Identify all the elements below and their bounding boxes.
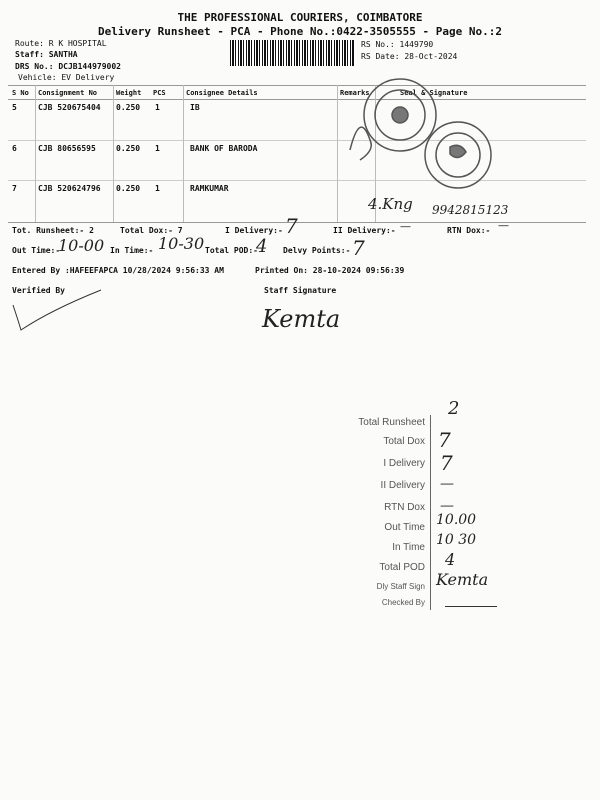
in-time-value: 10-30 xyxy=(158,234,205,253)
out-time-label: Out Time:- xyxy=(12,246,61,255)
row-consignee: RAMKUMAR xyxy=(190,184,229,193)
col-consignment: Consignment No xyxy=(38,89,98,97)
slip-label: Out Time xyxy=(384,522,425,533)
slip-value: — xyxy=(440,498,454,514)
route: Route: R K HOSPITAL xyxy=(15,39,107,48)
col-pcs: PCS xyxy=(153,89,166,97)
staff: Staff: SANTHA xyxy=(15,50,78,59)
col-sno: S No xyxy=(12,89,29,97)
i-delivery-label: I Delivery:- xyxy=(225,226,283,235)
row-weight: 0.250 xyxy=(116,103,141,112)
total-pod-value: 4 xyxy=(256,236,268,257)
verified-by: Verified By xyxy=(12,286,65,295)
slip-value: 7 xyxy=(440,451,453,475)
delvy-points-label: Delvy Points:- xyxy=(283,246,351,255)
row-pcs: 1 xyxy=(155,184,160,193)
slip-label: In Time xyxy=(392,542,425,553)
row-sno: 7 xyxy=(12,184,17,193)
slip-label: II Delivery xyxy=(380,480,425,491)
receiver-phone: 9942815123 xyxy=(432,203,509,217)
row-consignment: CJB 520675404 xyxy=(38,103,101,112)
col-remarks: Remarks xyxy=(340,89,370,97)
row-pcs: 1 xyxy=(155,144,160,153)
barcode xyxy=(230,40,355,66)
slip-label: Checked By xyxy=(381,598,425,607)
col-weight: Weight xyxy=(116,89,142,97)
rs-number: RS No.: 1449790 xyxy=(361,40,434,49)
row-sno: 6 xyxy=(12,144,17,153)
row-pcs: 1 xyxy=(155,103,160,112)
col-seal: Seal & Signature xyxy=(400,89,468,97)
slip-value: 10.00 xyxy=(436,512,477,528)
row-weight: 0.250 xyxy=(116,184,141,193)
out-time-value: 10-00 xyxy=(58,236,105,255)
drs-number: DRS No.: DCJB144979002 xyxy=(15,62,121,71)
delvy-points-value: 7 xyxy=(352,236,365,260)
total-dox: Total Dox:- 7 xyxy=(120,226,183,235)
receiver-signature: 4.Kng xyxy=(368,195,413,213)
slip-label: RTN Dox xyxy=(384,502,425,513)
company-title: THE PROFESSIONAL COURIERS, COIMBATORE xyxy=(177,11,423,24)
slip-value: 2 xyxy=(448,398,460,419)
runsheet-subtitle: Delivery Runsheet - PCA - Phone No.:0422-3505555 - Page No.:2 xyxy=(98,25,502,38)
tot-runsheet: Tot. Runsheet:- 2 xyxy=(12,226,94,235)
rtn-dox-value: — xyxy=(498,219,509,232)
slip-value: Kemta xyxy=(436,570,489,589)
slip-value: 7 xyxy=(438,428,451,452)
row-consignment: CJB 520624796 xyxy=(38,184,101,193)
slip-value: 4 xyxy=(445,550,456,569)
slip-label: Dly Staff Sign xyxy=(376,582,425,591)
slip-label: I Delivery xyxy=(383,458,425,469)
staff-signature: Kemta xyxy=(262,305,341,333)
i-delivery-value: 7 xyxy=(285,214,298,238)
row-sno: 5 xyxy=(12,103,17,112)
ii-delivery-value: — xyxy=(400,220,411,233)
printed-on: Printed On: 28-10-2024 09:56:39 xyxy=(255,266,405,275)
entered-by: Entered By :HAFEEFAPCA 10/28/2024 9:56:33 AM xyxy=(12,266,224,275)
vehicle: Vehicle: EV Delivery xyxy=(18,73,115,82)
row-consignee: BANK OF BARODA xyxy=(190,144,258,153)
row-consignee: IB xyxy=(190,103,200,112)
slip-value: 10 30 xyxy=(436,532,477,548)
staff-signature-label: Staff Signature xyxy=(264,286,337,295)
row-consignment: CJB 80656595 xyxy=(38,144,96,153)
slip-label: Total Runsheet xyxy=(358,417,425,428)
in-time-label: In Time:- xyxy=(110,246,154,255)
col-consignee: Consignee Details xyxy=(186,89,258,97)
slip-value: — xyxy=(440,476,454,492)
verified-signature xyxy=(8,285,108,335)
rs-date: RS Date: 28-Oct-2024 xyxy=(361,52,458,61)
slip-label: Total POD xyxy=(379,562,425,573)
row-weight: 0.250 xyxy=(116,144,141,153)
rtn-dox-label: RTN Dox:- xyxy=(447,226,491,235)
total-pod-label: Total POD:- xyxy=(205,246,258,255)
bank-stamps xyxy=(340,75,520,205)
ii-delivery-label: II Delivery:- xyxy=(333,226,396,235)
slip-label: Total Dox xyxy=(383,436,425,447)
